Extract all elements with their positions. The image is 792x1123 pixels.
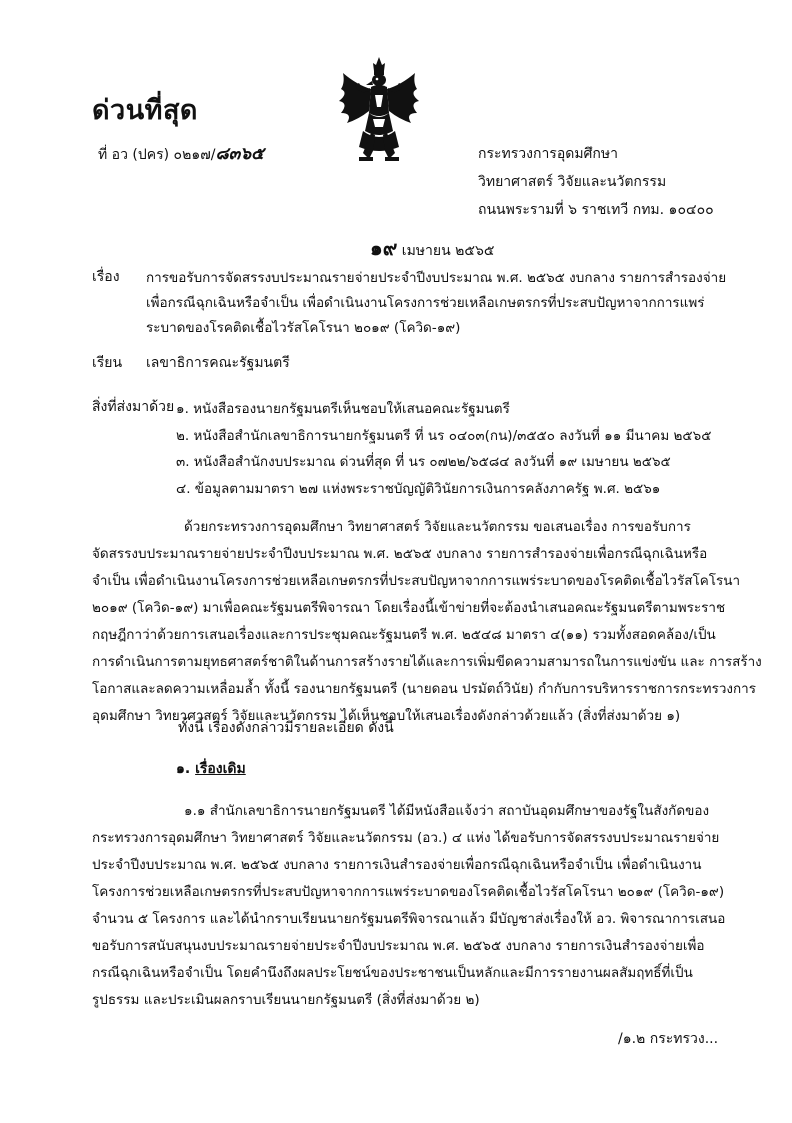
paragraph-line: ๑.๑ สำนักเลขาธิการนายกรัฐมนตรี ได้มีหนังสือแจ้งว่า สถาบันอุดมศึกษาของรัฐในสังกัดของ — [184, 803, 710, 819]
reference-number — [98, 140, 264, 167]
garuda-emblem-icon — [333, 55, 425, 163]
body-paragraph-details-intro: ทั้งนี้ เรื่องดังกล่าวมีรายละเอียด ดังนี้ — [178, 720, 394, 736]
recipient-value: เลขาธิการคณะรัฐมนตรี — [146, 355, 290, 371]
paragraph-line: โอกาสและลดความเหลื่อมล้ำ ทั้งนี้ รองนายกรัฐมนตรี (นายดอน ปรมัตถ์วินัย) กำกับการบริหารราชการกระทรวงการ — [92, 681, 757, 697]
subject-line: เพื่อกรณีฉุกเฉินหรือจำเป็น เพื่อดำเนินงานโครงการช่วยเหลือเกษตรกรที่ประสบปัญหาจากการแพร่ — [146, 295, 705, 311]
enclosure-item: ๑. หนังสือรองนายกรัฐมนตรีเห็นชอบให้เสนอคณะรัฐมนตรี — [176, 401, 510, 417]
paragraph-line: ประจำปีงบประมาณ พ.ศ. ๒๕๖๕ งบกลาง รายการเงินสำรองจ่ายเพื่อกรณีฉุกเฉินหรือจำเป็น เพื่อดำเนินงาน — [92, 857, 702, 873]
paragraph-line: โครงการช่วยเหลือเกษตรกรที่ประสบปัญหาจากการแพร่ระบาดของโรคติดเชื้อไวรัสโคโรนา ๒๐๑๙ (โควิด-๑๙) — [92, 884, 725, 900]
reference-prefix: ที่ อว (ปคร) ๐๒๑๗/ — [98, 147, 216, 163]
enclosure-item: ๒. หนังสือสำนักเลขาธิการนายกรัฐมนตรี ที่ นร ๐๔๐๓(กน)/๓๕๕๐ ลงวันที่ ๑๑ มีนาคม ๒๕๖๕ — [176, 427, 712, 444]
paragraph-line: การดำเนินการตามยุทธศาสตร์ชาติในด้านการสร้างรายได้และการเพิ่มขีดความสามารถในการแข่งขัน และ การสร้าง — [92, 654, 762, 670]
address-line: กระทรวงการอุดมศึกษา — [478, 146, 618, 162]
reference-handwritten-number: ๘๓๖๕ — [215, 144, 264, 164]
continuation-marker: /๑.๒ กระทรวง... — [618, 1031, 719, 1047]
body-paragraph-intro — [92, 514, 762, 730]
paragraph-line: ๒๐๑๙ (โควิด-๑๙) มาเพื่อคณะรัฐมนตรีพิจารณา โดยเรื่องนี้เข้าข่ายที่จะต้องนำเสนอคณะรัฐมนตรีตามพระราช — [92, 600, 726, 616]
subject-line: ระบาดของโรคติดเชื้อไวรัสโคโรนา ๒๐๑๙ (โควิด-๑๙) — [146, 320, 461, 336]
date-day-handwritten: ๑๙ — [370, 236, 398, 260]
subject-line: การขอรับการจัดสรรงบประมาณรายจ่ายประจำปีงบประมาณ พ.ศ. ๒๕๖๕ งบกลาง รายการสำรองจ่าย — [146, 270, 727, 286]
paragraph-line: รูปธรรม และประเมินผลกราบเรียนนายกรัฐมนตรี (สิ่งที่ส่งมาด้วย ๒) — [92, 992, 480, 1008]
enclosures-label: สิ่งที่ส่งมาด้วย — [92, 399, 175, 415]
section-heading — [176, 758, 246, 780]
subject-text — [146, 266, 726, 341]
enclosures-list — [176, 396, 711, 502]
recipient-label: เรียน — [92, 355, 123, 371]
paragraph-line: จำเป็น เพื่อดำเนินงานโครงการช่วยเหลือเกษตรกรที่ประสบปัญหาจากการแพร่ระบาดของโรคติดเชื้อไวรัสโคโรนา — [92, 573, 741, 589]
subject-label: เรื่อง — [92, 269, 120, 285]
paragraph-line: ด้วยกระทรวงการอุดมศึกษา วิทยาศาสตร์ วิจัยและนวัตกรรม ขอเสนอเรื่อง การขอรับการ — [184, 519, 691, 535]
paragraph-line: กรณีฉุกเฉินหรือจำเป็น โดยคำนึงถึงผลประโยชน์ของประชาชนเป็นหลักและมีการรายงานผลสัมฤทธิ์ที่เป็น — [92, 965, 693, 981]
section-number: ๑. — [176, 761, 196, 777]
address-line: ถนนพระรามที่ ๖ ราชเทวี กทม. ๑๐๔๐๐ — [478, 202, 714, 218]
enclosure-item: ๔. ข้อมูลตามมาตรา ๒๗ แห่งพระราชบัญญัติวินัยการเงินการคลังภาครัฐ พ.ศ. ๒๕๖๑ — [176, 480, 661, 497]
paragraph-line: จัดสรรงบประมาณรายจ่ายประจำปีงบประมาณ พ.ศ. ๒๕๖๕ งบกลาง รายการสำรองจ่ายเพื่อกรณีฉุกเฉินหรือ — [92, 546, 708, 562]
address-line: วิทยาศาสตร์ วิจัยและนวัตกรรม — [478, 174, 667, 190]
body-paragraph-1-1 — [92, 798, 732, 1014]
date-month-year: เมษายน ๒๕๖๕ — [397, 243, 495, 259]
paragraph-line: จำนวน ๕ โครงการ และได้นำกราบเรียนนายกรัฐมนตรีพิจารณาแล้ว มีบัญชาส่งเรื่องให้ อว. พิจารณาการเสนอ — [92, 911, 726, 927]
paragraph-line: กฤษฎีกาว่าด้วยการเสนอเรื่องและการประชุมคณะรัฐมนตรี พ.ศ. ๒๕๔๘ มาตรา ๔(๑๑) รวมทั้งสอดคล้อง/เป็น — [92, 627, 716, 643]
letter-date — [370, 232, 494, 264]
section-title: เรื่องเดิม — [195, 761, 246, 777]
sender-address — [478, 140, 714, 224]
paragraph-line: กระทรวงการอุดมศึกษา วิทยาศาสตร์ วิจัยและนวัตกรรม (อว.) ๔ แห่ง ได้ขอรับการจัดสรรงบประมาณรายจ่าย — [92, 830, 720, 846]
paragraph-line: ขอรับการสนับสนุนงบประมาณรายจ่ายประจำปีงบประมาณ พ.ศ. ๒๕๖๕ งบกลาง รายการเงินสำรองจ่ายเพื่อ — [92, 938, 705, 954]
paragraph-line: อุดมศึกษา วิทยาศาสตร์ วิจัยและนวัตกรรม ได้เห็นชอบให้เสนอเรื่องดังกล่าวด้วยแล้ว (สิ่งที่ส่งมาด้วย ๑) — [92, 708, 681, 724]
enclosure-item: ๓. หนังสือสำนักงบประมาณ ด่วนที่สุด ที่ นร ๐๗๒๒/๖๕๘๔ ลงวันที่ ๑๙ เมษายน ๒๕๖๕ — [176, 454, 671, 470]
urgency-heading: ด่วนที่สุด — [92, 95, 198, 126]
